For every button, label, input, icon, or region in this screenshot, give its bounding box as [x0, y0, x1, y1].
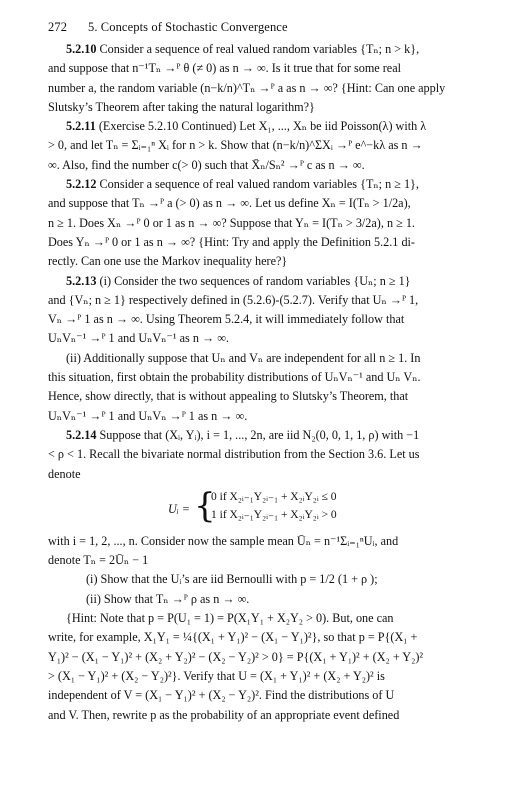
exercise-5-2-14-line-2: < ρ < 1. Recall the bivariate normal distribution from the Section 3.6. Let us — [48, 447, 420, 462]
exercise-5-2-14-hint-line-5: independent of V = (X₁ − Y₁)² + (X₂ − Y₂)². Find the distributions of U — [48, 688, 395, 703]
exercise-5-2-13-line-6: this situation, first obtain the probability distributions of UₙVₙ⁻¹ and Uₙ Vₙ. — [48, 370, 421, 385]
chapter-title: 5. Concepts of Stochastic Convergence — [88, 20, 288, 34]
exercise-5-2-13-line-8: UₙVₙ⁻¹ →ᴾ 1 and UₙVₙ →ᴾ 1 as n → ∞. — [48, 408, 248, 423]
exercise-5-2-13-line-5: (ii) Additionally suppose that Uₙ and Vₙ are independent for all n ≥ 1. In — [66, 350, 421, 365]
exercise-label: 5.2.11 — [66, 119, 96, 134]
exercise-5-2-12-line-5: rectly. Can one use the Markov inequality here?} — [48, 254, 288, 269]
page-number: 272 — [48, 20, 68, 34]
exercise-label: 5.2.14 — [66, 427, 97, 442]
exercise-label: 5.2.12 — [66, 177, 97, 192]
exercise-5-2-10-line-1 — [48, 40, 470, 59]
exercise-5-2-12-line-3: n ≥ 1. Does Xₙ →ᴾ 0 or 1 as n → ∞? Suppose that Yₙ = I(Tₙ > 3/2a), n ≥ 1. — [48, 215, 415, 230]
exercise-5-2-13-line-1 — [48, 272, 470, 291]
exercise-5-2-14-line-5: denote Tₙ = 2Ūₙ − 1 — [48, 553, 149, 568]
indicator-definition — [48, 485, 470, 528]
exercise-5-2-14-hint-line-4: > (X₁ − Y₁)² + (X₂ − Y₂)²}. Verify that U = (X₁ + Y₁)² + (X₂ + Y₂)² is — [48, 668, 385, 683]
exercise-5-2-14-hint-line-2: write, for example, X₁Y₁ = ¼{(X₁ + Y₁)² − (X₁ − Y₁)²}, so that p = P{(X₁ + — [48, 630, 418, 645]
exercise-5-2-14-line-4: with i = 1, 2, ..., n. Consider now the sample mean Ūₙ = n⁻¹Σᵢ₌₁ⁿUᵢ, and — [48, 533, 399, 548]
text-line: Consider a sequence of real valued random variables {Tₙ; n ≥ 1}, — [96, 177, 419, 192]
text-line: Consider a sequence of real valued random variables {Tₙ; n > k}, — [96, 42, 420, 56]
case-row-0: 0 if X₂ᵢ₋₁Y₂ᵢ₋₁ + X₂ᵢY₂ᵢ ≤ 0 — [211, 490, 337, 503]
exercise-5-2-12-line-2: and suppose that Tₙ →ᴾ a (> 0) as n → ∞. Let us define Xₙ = I(Tₙ > 1/2a), — [48, 196, 411, 211]
exercise-label: 5.2.13 — [66, 273, 97, 288]
exercise-5-2-11-line-1 — [48, 117, 470, 136]
text-line: Suppose that (Xᵢ, Yᵢ), i = 1, ..., 2n, are iid N₂(0, 0, 1, 1, ρ) with −1 — [96, 427, 420, 442]
exercise-5-2-14-hint-line-6: and V. Then, rewrite p as the probability of an appropriate event defined — [48, 707, 400, 722]
running-header — [48, 20, 288, 35]
exercise-5-2-12-line-4: Does Yₙ →ᴾ 0 or 1 as n → ∞? {Hint: Try and apply the Definition 5.2.1 di- — [48, 234, 415, 249]
exercise-5-2-12-line-1 — [48, 175, 470, 194]
exercise-5-2-14-line-1 — [48, 426, 470, 445]
text-line: (i) Consider the two sequences of random variables {Uₙ; n ≥ 1} — [96, 273, 411, 288]
exercise-5-2-14-part-ii: (ii) Show that Tₙ →ᴾ ρ as n → ∞. — [86, 591, 250, 606]
exercise-5-2-11-line-3: ∞. Also, find the number c(> 0) such that X̄ₙ/Sₙ² →ᴾ c as n → ∞. — [48, 157, 365, 172]
exercise-5-2-14-line-3: denote — [48, 466, 81, 481]
exercise-5-2-14-part-i: (i) Show that the Uᵢ’s are iid Bernoulli with p = 1/2 (1 + ρ ); — [86, 572, 378, 587]
exercise-5-2-13-line-3: Vₙ →ᴾ 1 as n → ∞. Using Theorem 5.2.4, it will immediately follow that — [48, 312, 405, 327]
text-line: (Exercise 5.2.10 Continued) Let X₁, ..., Xₙ be iid Poisson(λ) with λ — [95, 119, 427, 134]
case-row-1: 1 if X₂ᵢ₋₁Y₂ᵢ₋₁ + X₂ᵢY₂ᵢ > 0 — [211, 508, 337, 521]
exercise-label: 5.2.10 — [66, 42, 97, 56]
exercise-5-2-10-line-2: and suppose that n⁻¹Tₙ →ᴾ θ (≠ 0) as n → ∞. Is it true that for some real — [48, 61, 402, 76]
exercise-5-2-13-line-4: UₙVₙ⁻¹ →ᴾ 1 and UₙVₙ⁻¹ as n → ∞. — [48, 331, 229, 346]
exercise-5-2-14-hint-line-1: {Hint: Note that p = P(U₁ = 1) = P(X₁Y₁ + X₂Y₂ > 0). But, one can — [66, 611, 394, 626]
exercise-5-2-10-line-3: number a, the random variable (n−k/n)^Tₙ →ᴾ a as n → ∞? {Hint: Can one apply — [48, 80, 446, 95]
exercise-5-2-14-hint-line-3: Y₁)² − (X₁ − Y₁)² + (X₂ + Y₂)² − (X₂ − Y₂)² > 0} = P{(X₁ + Y₁)² + (X₂ + Y₂)² — [48, 649, 424, 664]
exercise-5-2-13-line-2: and {Vₙ; n ≥ 1} respectively defined in (5.2.6)-(5.2.7). Verify that Uₙ →ᴾ 1, — [48, 292, 419, 307]
left-brace: { — [194, 485, 216, 526]
page-body — [48, 40, 470, 725]
exercise-5-2-11-line-2: > 0, and let Tₙ = Σᵢ₌₁ⁿ Xᵢ for n > k. Show that (n−k/n)^ΣXᵢ →ᴾ e^−kλ as n → — [48, 138, 423, 153]
case-lhs: Uᵢ = — [168, 501, 191, 516]
exercise-5-2-10-line-4: Slutsky’s Theorem after taking the natural logarithm?} — [48, 99, 315, 114]
exercise-5-2-13-line-7: Hence, show directly, that is without appealing to Slutsky’s Theorem, that — [48, 389, 409, 404]
